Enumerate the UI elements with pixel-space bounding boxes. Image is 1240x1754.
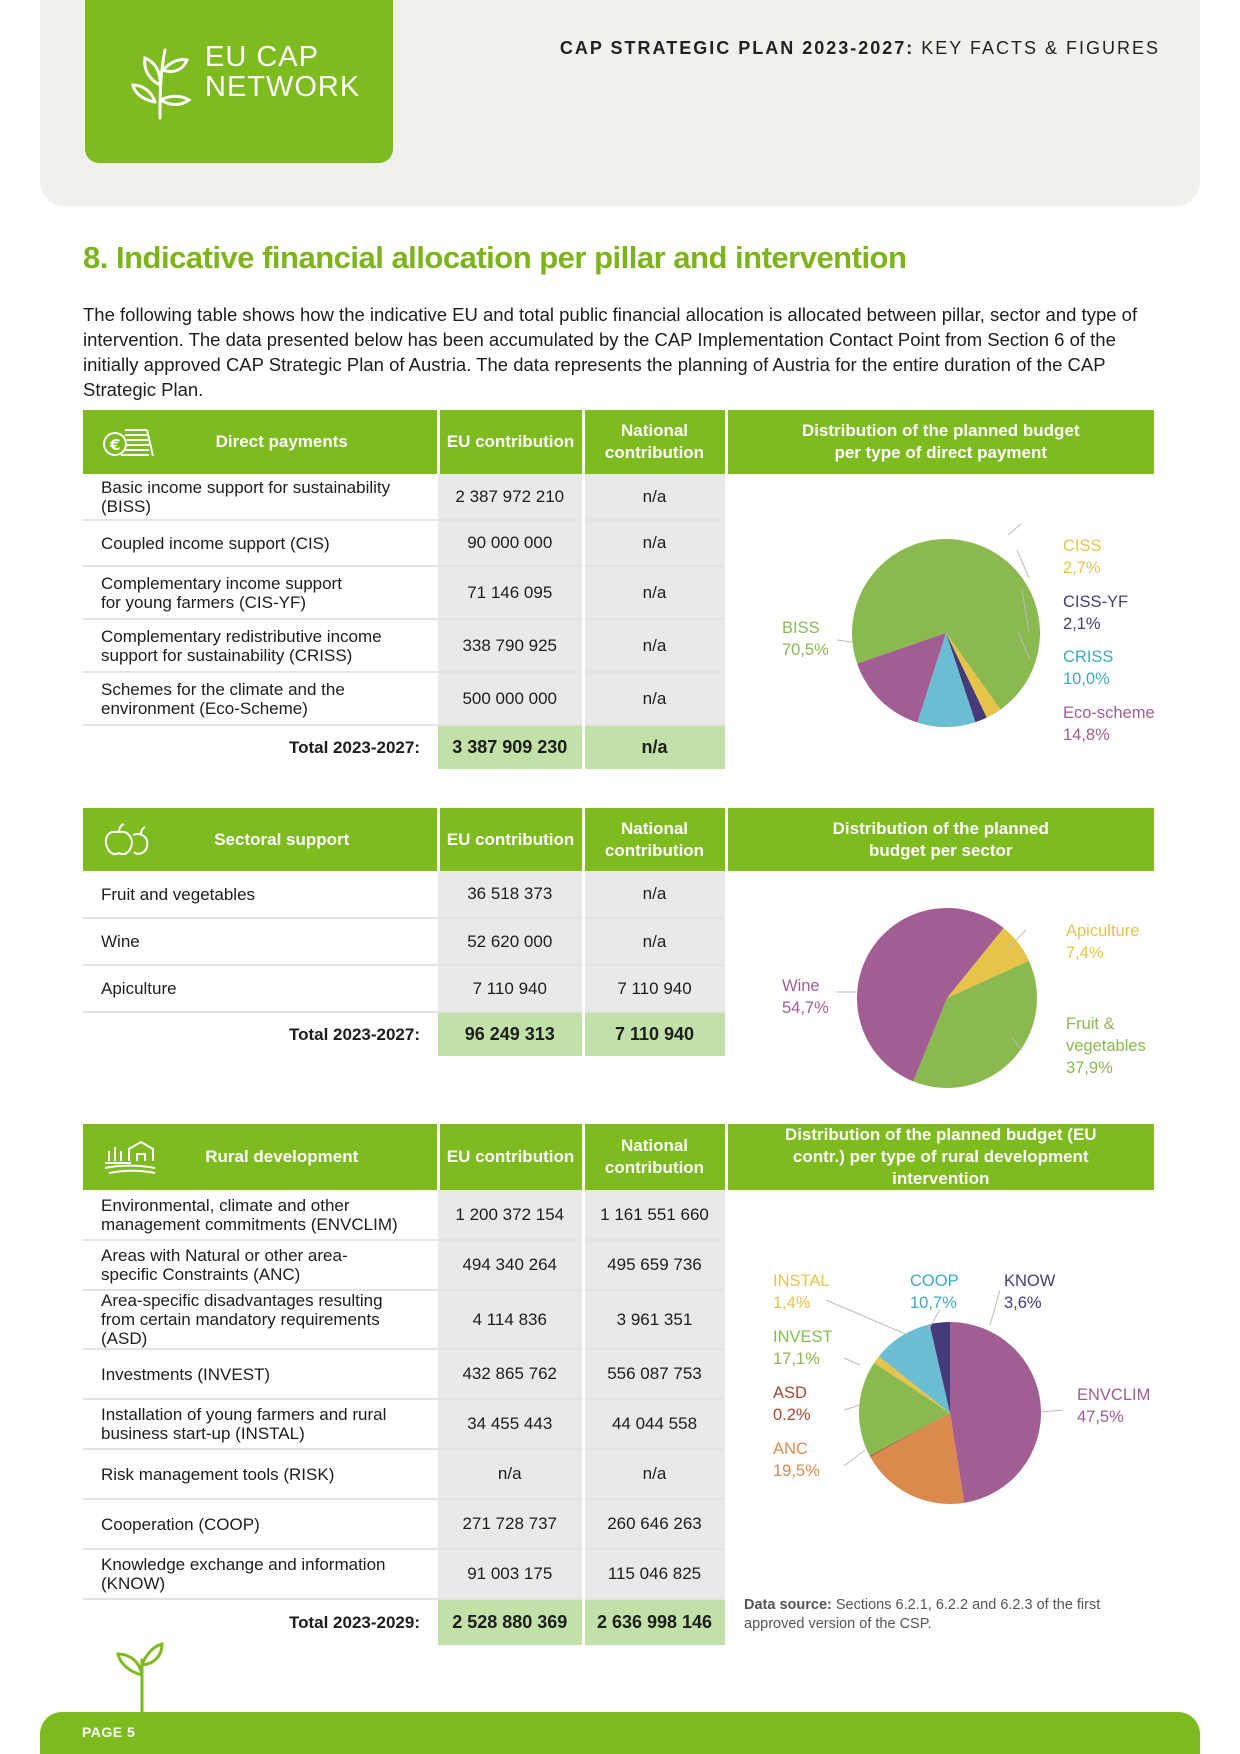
row-national-value: 115 046 825 (583, 1549, 726, 1599)
fruit-vegetables-name: Fruit & vegetables (1066, 1015, 1146, 1055)
total-label: Total 2023-2027: (288, 1024, 420, 1044)
criss-label (1063, 646, 1113, 690)
table-header (83, 410, 1154, 474)
total-eu-value: 96 249 313 (438, 1012, 583, 1056)
row-national-value: n/a (583, 619, 726, 672)
col-eu-contribution: EU contribution (438, 1124, 583, 1190)
row-label: Areas with Natural or other area-specific Constraints (ANC) (83, 1240, 438, 1290)
ciss-yf-label (1063, 591, 1128, 635)
total-label: Total 2023-2027: (288, 737, 420, 757)
ciss-name: CISS (1063, 537, 1102, 555)
ciss-label (1063, 535, 1102, 579)
row-national-value: 1 161 551 660 (583, 1190, 726, 1240)
row-eu-value: n/a (438, 1449, 583, 1499)
row-label: Installation of young farmers and rural business start-up (INSTAL) (83, 1399, 438, 1449)
col-national-contribution: National contribution (583, 808, 726, 871)
apiculture-pct: 7,4% (1066, 944, 1104, 962)
row-eu-value: 432 865 762 (438, 1349, 583, 1399)
ciss-yf-pct: 2,1% (1063, 615, 1101, 633)
row-national-value: n/a (583, 672, 726, 725)
coop-pct: 10,7% (910, 1294, 957, 1312)
total-national-value: 7 110 940 (583, 1012, 726, 1056)
know-name: KNOW (1004, 1272, 1056, 1290)
row-eu-value: 7 110 940 (438, 965, 583, 1012)
fruit-vegetables-pct: 37,9% (1066, 1059, 1113, 1077)
row-national-value: n/a (583, 1449, 726, 1499)
rural-development-header (83, 1124, 438, 1190)
row-label: Coupled income support (CIS) (83, 520, 438, 566)
page-number: PAGE 5 (82, 1724, 136, 1740)
row-national-value: 3 961 351 (583, 1290, 726, 1349)
report-title-bold: CAP STRATEGIC PLAN 2023-2027: (559, 38, 915, 58)
apiculture-name: Apiculture (1066, 922, 1140, 940)
asd-label (773, 1382, 811, 1426)
ciss-pct: 2,7% (1063, 559, 1101, 577)
data-source-text: Sections 6.2.1, 6.2.2 and 6.2.3 of the first approved version of the CSP. (744, 1597, 1101, 1632)
anc-name: ANC (773, 1440, 808, 1458)
row-national-value: n/a (583, 918, 726, 965)
row-eu-value: 500 000 000 (438, 672, 583, 725)
row-label: Complementary income support for young farmers (CIS-YF) (83, 566, 438, 619)
direct-pie-leader-lines (800, 520, 1080, 760)
row-eu-value: 271 728 737 (438, 1499, 583, 1549)
sectoral-support-title: Sectoral support (214, 829, 350, 849)
row-eu-value: 36 518 373 (438, 871, 583, 918)
sectoral-chart-title: Distribution of the planned budget per sector (726, 808, 1154, 871)
row-label: Wine (83, 918, 438, 965)
wine-pct: 54,7% (782, 999, 829, 1017)
eco-scheme-name: Eco-scheme (1063, 704, 1155, 722)
row-label: Basic income support for sustainability (BISS) (83, 474, 438, 520)
biss-pct: 70,5% (782, 641, 829, 659)
asd-name: ASD (773, 1384, 807, 1402)
direct-chart-title: Distribution of the planned budget per type of direct payment (726, 410, 1154, 474)
row-label: Fruit and vegetables (83, 871, 438, 918)
row-national-value: 556 087 753 (583, 1349, 726, 1399)
sprout-logo-icon (125, 40, 195, 120)
criss-name: CRISS (1063, 648, 1114, 666)
logo-text (205, 42, 360, 102)
col-eu-contribution: EU contribution (438, 808, 583, 871)
row-eu-value: 338 790 925 (438, 619, 583, 672)
row-label: Area-specific disadvantages resulting from certain mandatory requirements (ASD) (83, 1290, 438, 1349)
row-eu-value: 34 455 443 (438, 1399, 583, 1449)
col-national-contribution: National contribution (583, 410, 726, 474)
envclim-name: ENVCLIM (1077, 1386, 1151, 1404)
rural-chart-title: Distribution of the planned budget (EU contr.) per type of rural development intervention (726, 1124, 1154, 1190)
criss-pct: 10,0% (1063, 670, 1110, 688)
sectoral-support-header (83, 808, 438, 871)
row-label: Environmental, climate and other management commitments (ENVCLIM) (83, 1190, 438, 1240)
ciss-yf-name: CISS-YF (1063, 593, 1129, 611)
invest-label (773, 1326, 833, 1370)
wine-name: Wine (782, 977, 820, 995)
sectoral-pie-leader-lines (800, 900, 1080, 1100)
row-national-value: 495 659 736 (583, 1240, 726, 1290)
envclim-label (1077, 1384, 1150, 1428)
logo-line-2: NETWORK (205, 71, 361, 103)
row-national-value: 7 110 940 (583, 965, 726, 1012)
anc-label (773, 1438, 820, 1482)
data-source-bold: Data source: (744, 1597, 832, 1613)
anc-pct: 19,5% (773, 1462, 820, 1480)
coop-label (910, 1270, 959, 1314)
eu-cap-network-logo[interactable] (85, 0, 393, 163)
instal-label (773, 1270, 830, 1314)
report-title-rest: KEY FACTS & FIGURES (914, 38, 1160, 58)
row-label: Complementary redistributive income support for sustainability (CRISS) (83, 619, 438, 672)
col-national-contribution: National contribution (583, 1124, 726, 1190)
biss-label (782, 617, 829, 661)
row-eu-value: 90 000 000 (438, 520, 583, 566)
eco-scheme-pct: 14,8% (1063, 726, 1110, 744)
fruit-icon (101, 822, 157, 858)
table-header (83, 1124, 1154, 1190)
section-intro: The following table shows how the indicative EU and total public financial allocation is allocated between pillar, sector and type of intervention. The data presented below has been accumulated by the CAP Implementation Contact Point from Section 6 of the initially approved CAP Strategic Plan of Austria. The data represents the planning of Austria for the entire duration of the CAP Strategic Plan. (83, 304, 1138, 400)
know-label (1004, 1270, 1055, 1314)
row-label: Knowledge exchange and information (KNOW) (83, 1549, 438, 1599)
asd-pct: 0.2% (773, 1406, 811, 1424)
row-eu-value: 91 003 175 (438, 1549, 583, 1599)
fruit-vegetables-label (1066, 1013, 1156, 1079)
direct-payments-title: Direct payments (215, 432, 348, 451)
instal-name: INSTAL (773, 1272, 830, 1290)
row-national-value: 44 044 558 (583, 1399, 726, 1449)
envclim-pct: 47,5% (1077, 1408, 1124, 1426)
total-national-value: n/a (583, 725, 726, 769)
col-eu-contribution: EU contribution (438, 410, 583, 474)
eco-scheme-label (1063, 702, 1155, 746)
total-eu-value: 2 528 880 369 (438, 1599, 583, 1645)
row-label: Schemes for the climate and the environment (Eco-Scheme) (83, 672, 438, 725)
row-national-value: n/a (583, 474, 726, 520)
rural-development-title: Rural development (205, 1147, 359, 1166)
table-row (83, 474, 1154, 520)
svg-text:€: € (110, 436, 121, 454)
footer-bar (40, 1712, 1200, 1754)
logo-line-1: EU CAP (205, 41, 319, 73)
instal-pct: 1,4% (773, 1294, 811, 1312)
biss-name: BISS (782, 619, 820, 637)
invest-name: INVEST (773, 1328, 833, 1346)
table-header (83, 808, 1154, 871)
total-eu-value: 3 387 909 230 (438, 725, 583, 769)
total-national-value: 2 636 998 146 (583, 1599, 726, 1645)
row-eu-value: 2 387 972 210 (438, 474, 583, 520)
report-title (560, 38, 1160, 59)
farm-icon (101, 1139, 157, 1175)
row-label: Risk management tools (RISK) (83, 1449, 438, 1499)
row-national-value: 260 646 263 (583, 1499, 726, 1549)
direct-payments-header (83, 410, 438, 474)
invest-pct: 17,1% (773, 1350, 820, 1368)
wine-label (782, 975, 829, 1019)
know-pct: 3,6% (1004, 1294, 1042, 1312)
row-eu-value: 494 340 264 (438, 1240, 583, 1290)
row-national-value: n/a (583, 871, 726, 918)
total-label: Total 2023-2029: (288, 1612, 420, 1632)
row-eu-value: 4 114 836 (438, 1290, 583, 1349)
data-source-note (744, 1596, 1164, 1634)
row-label: Investments (INVEST) (83, 1349, 438, 1399)
row-eu-value: 1 200 372 154 (438, 1190, 583, 1240)
coins-icon (101, 424, 157, 460)
apiculture-label (1066, 920, 1139, 964)
row-eu-value: 71 146 095 (438, 566, 583, 619)
section-title: 8. Indicative financial allocation per pillar and intervention (83, 240, 907, 275)
sprout-icon (112, 1640, 182, 1720)
row-national-value: n/a (583, 520, 726, 566)
row-eu-value: 52 620 000 (438, 918, 583, 965)
coop-name: COOP (910, 1272, 959, 1290)
row-label: Apiculture (83, 965, 438, 1012)
table-row (83, 1190, 1154, 1240)
row-label: Cooperation (COOP) (83, 1499, 438, 1549)
row-national-value: n/a (583, 566, 726, 619)
